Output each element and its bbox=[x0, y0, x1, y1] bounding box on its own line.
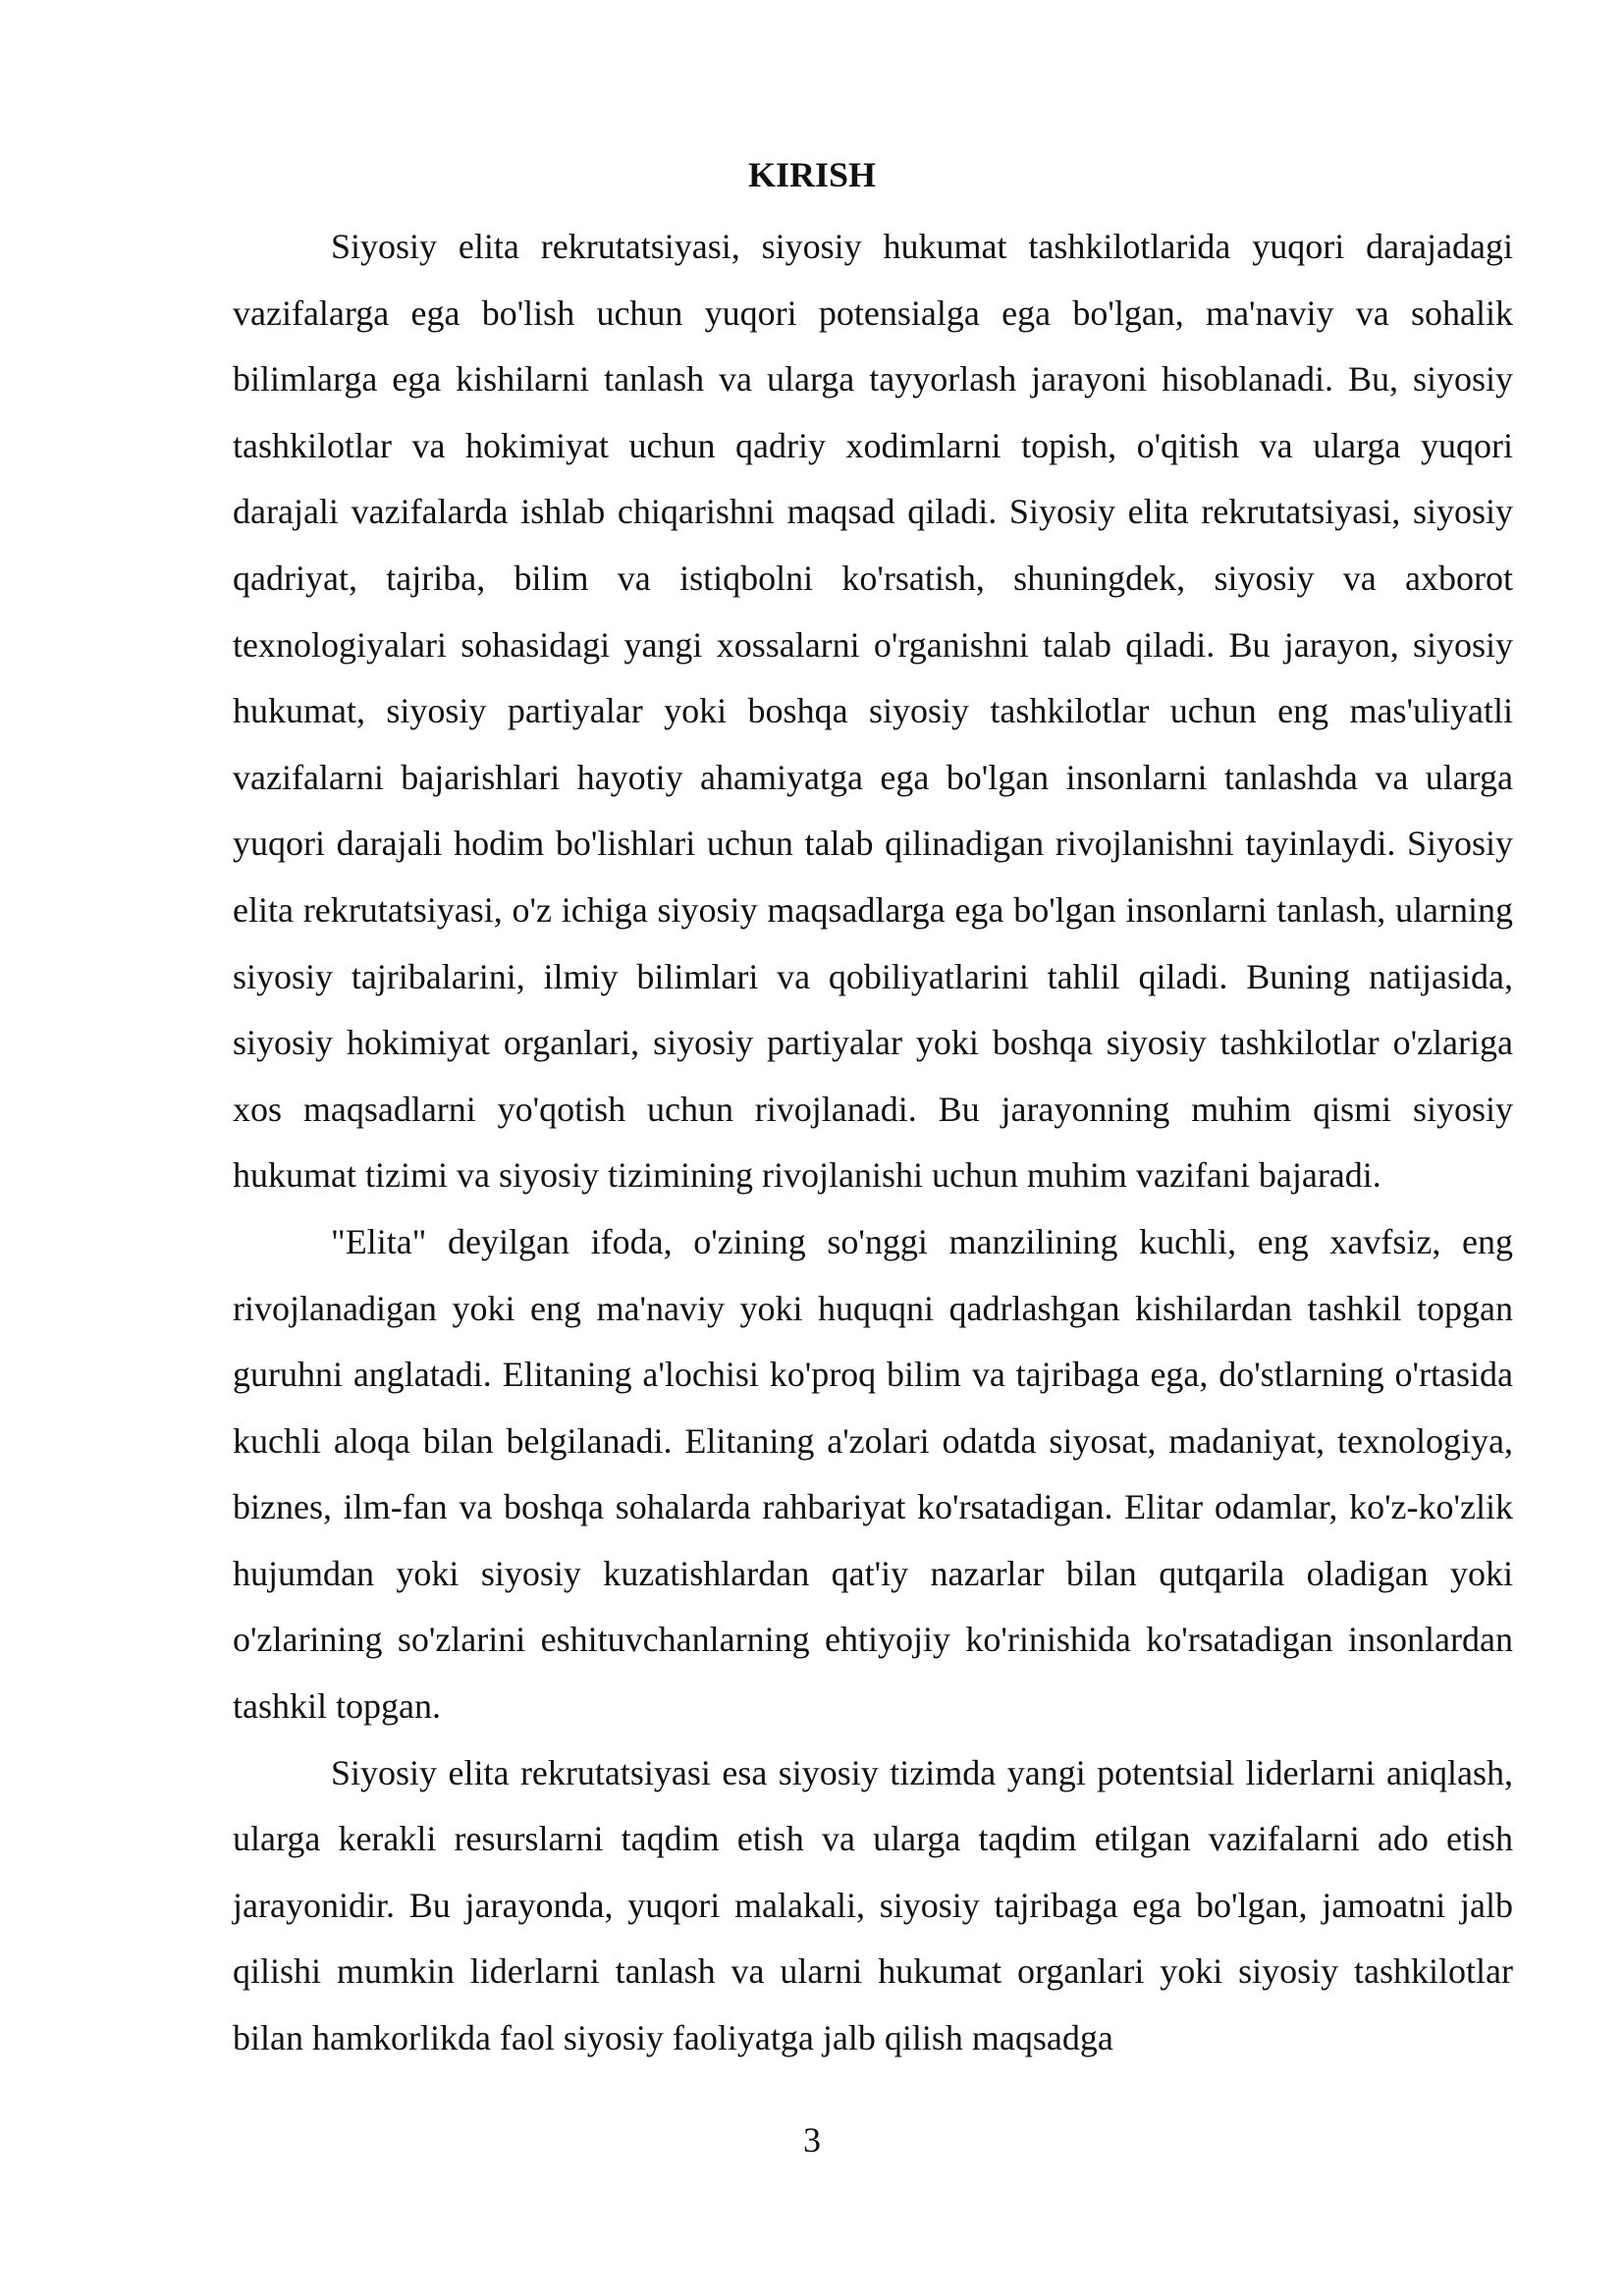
paragraph-1: Siyosiy elita rekrutatsiyasi, siyosiy hukumat tashkilotlarida yuqori darajadagi vazifalarga ega bo'lish uchun yuqori potensialga ega bo'lgan, ma'naviy va sohalik bilimlarga ega kishilarni tanlash va ularga tayyorlash jarayoni hisoblanadi. Bu, siyosiy tashkilotlar va hokimiyat uchun qadriy xodimlarni topish, o'qitish va ularga yuqori darajali vazifalarda ishlab chiqarishni maqsad qiladi. Siyosiy elita rekrutatsiyasi, siyosiy qadriyat, tajriba, bilim va istiqbolni ko'rsatish, shuningdek, siyosiy va axborot texnologiyalari sohasidagi yangi xossalarni o'rganishni talab qiladi. Bu jarayon, siyosiy hukumat, siyosiy partiyalar yoki boshqa siyosiy tashkilotlar uchun eng mas'uliyatli vazifalarni bajarishlari hayotiy ahamiyatga ega bo'lgan insonlarni tanlashda va ularga yuqori darajali hodim bo'lishlari uchun talab qilinadigan rivojlanishni tayinlaydi. Siyosiy elita rekrutatsiyasi, o'z ichiga siyosiy maqsadlarga ega bo'lgan insonlarni tanlash, ularning siyosiy tajribalarini, ilmiy bilimlari va qobiliyatlarini tahlil qiladi. Buning natijasida, siyosiy hokimiyat organlari, siyosiy partiyalar yoki boshqa siyosiy tashkilotlar o'zlariga xos maqsadlarni yo'qotish uchun rivojlanadi. Bu jarayonning muhim qismi siyosiy hukumat tizimi va siyosiy tizimining rivojlanishi uchun muhim vazifani bajaradi. bbox=[233, 227, 1513, 1196]
page-number: 3 bbox=[803, 2120, 821, 2160]
body-text bbox=[233, 214, 1513, 2072]
paragraph-2: "Elita" deyilgan ifoda, o'zining so'nggi manzilining kuchli, eng xavfsiz, eng rivojlanadigan yoki eng ma'naviy yoki huquqni qadrlashgan kishilardan tashkil topgan guruhni anglatadi. Elitaning a'lochisi ko'proq bilim va tajribaga ega, do'stlarning o'rtasida kuchli aloqa bilan belgilanadi. Elitaning a'zolari odatda siyosat, madaniyat, texnologiya, biznes, ilm-fan va boshqa sohalarda rahbariyat ko'rsatadigan. Elitar odamlar, ko'z-ko'zlik hujumdan yoki siyosiy kuzatishlardan qat'iy nazarlar bilan qutqarila oladigan yoki o'zlarining so'zlarini eshituvchanlarning ehtiyojiy ko'rinishida ko'rsatadigan insonlardan tashkil topgan. bbox=[233, 1221, 1513, 1727]
paragraph-3: Siyosiy elita rekrutatsiyasi esa siyosiy tizimda yangi potentsial liderlarni aniqlash, ularga kerakli resurslarni taqdim etish va ularga taqdim etilgan vazifalarni ado etish jarayonidir. Bu jarayonda, yuqori malakali, siyosiy tajribaga ega bo'lgan, jamoatni jalb qilishi mumkin liderlarni tanlash va ularni hukumat organlari yoki siyosiy tashkilotlar bilan hamkorlikda faol siyosiy faoliyatga jalb qilish maqsadga bbox=[233, 1752, 1513, 2058]
page-title: KIRISH bbox=[747, 155, 877, 194]
